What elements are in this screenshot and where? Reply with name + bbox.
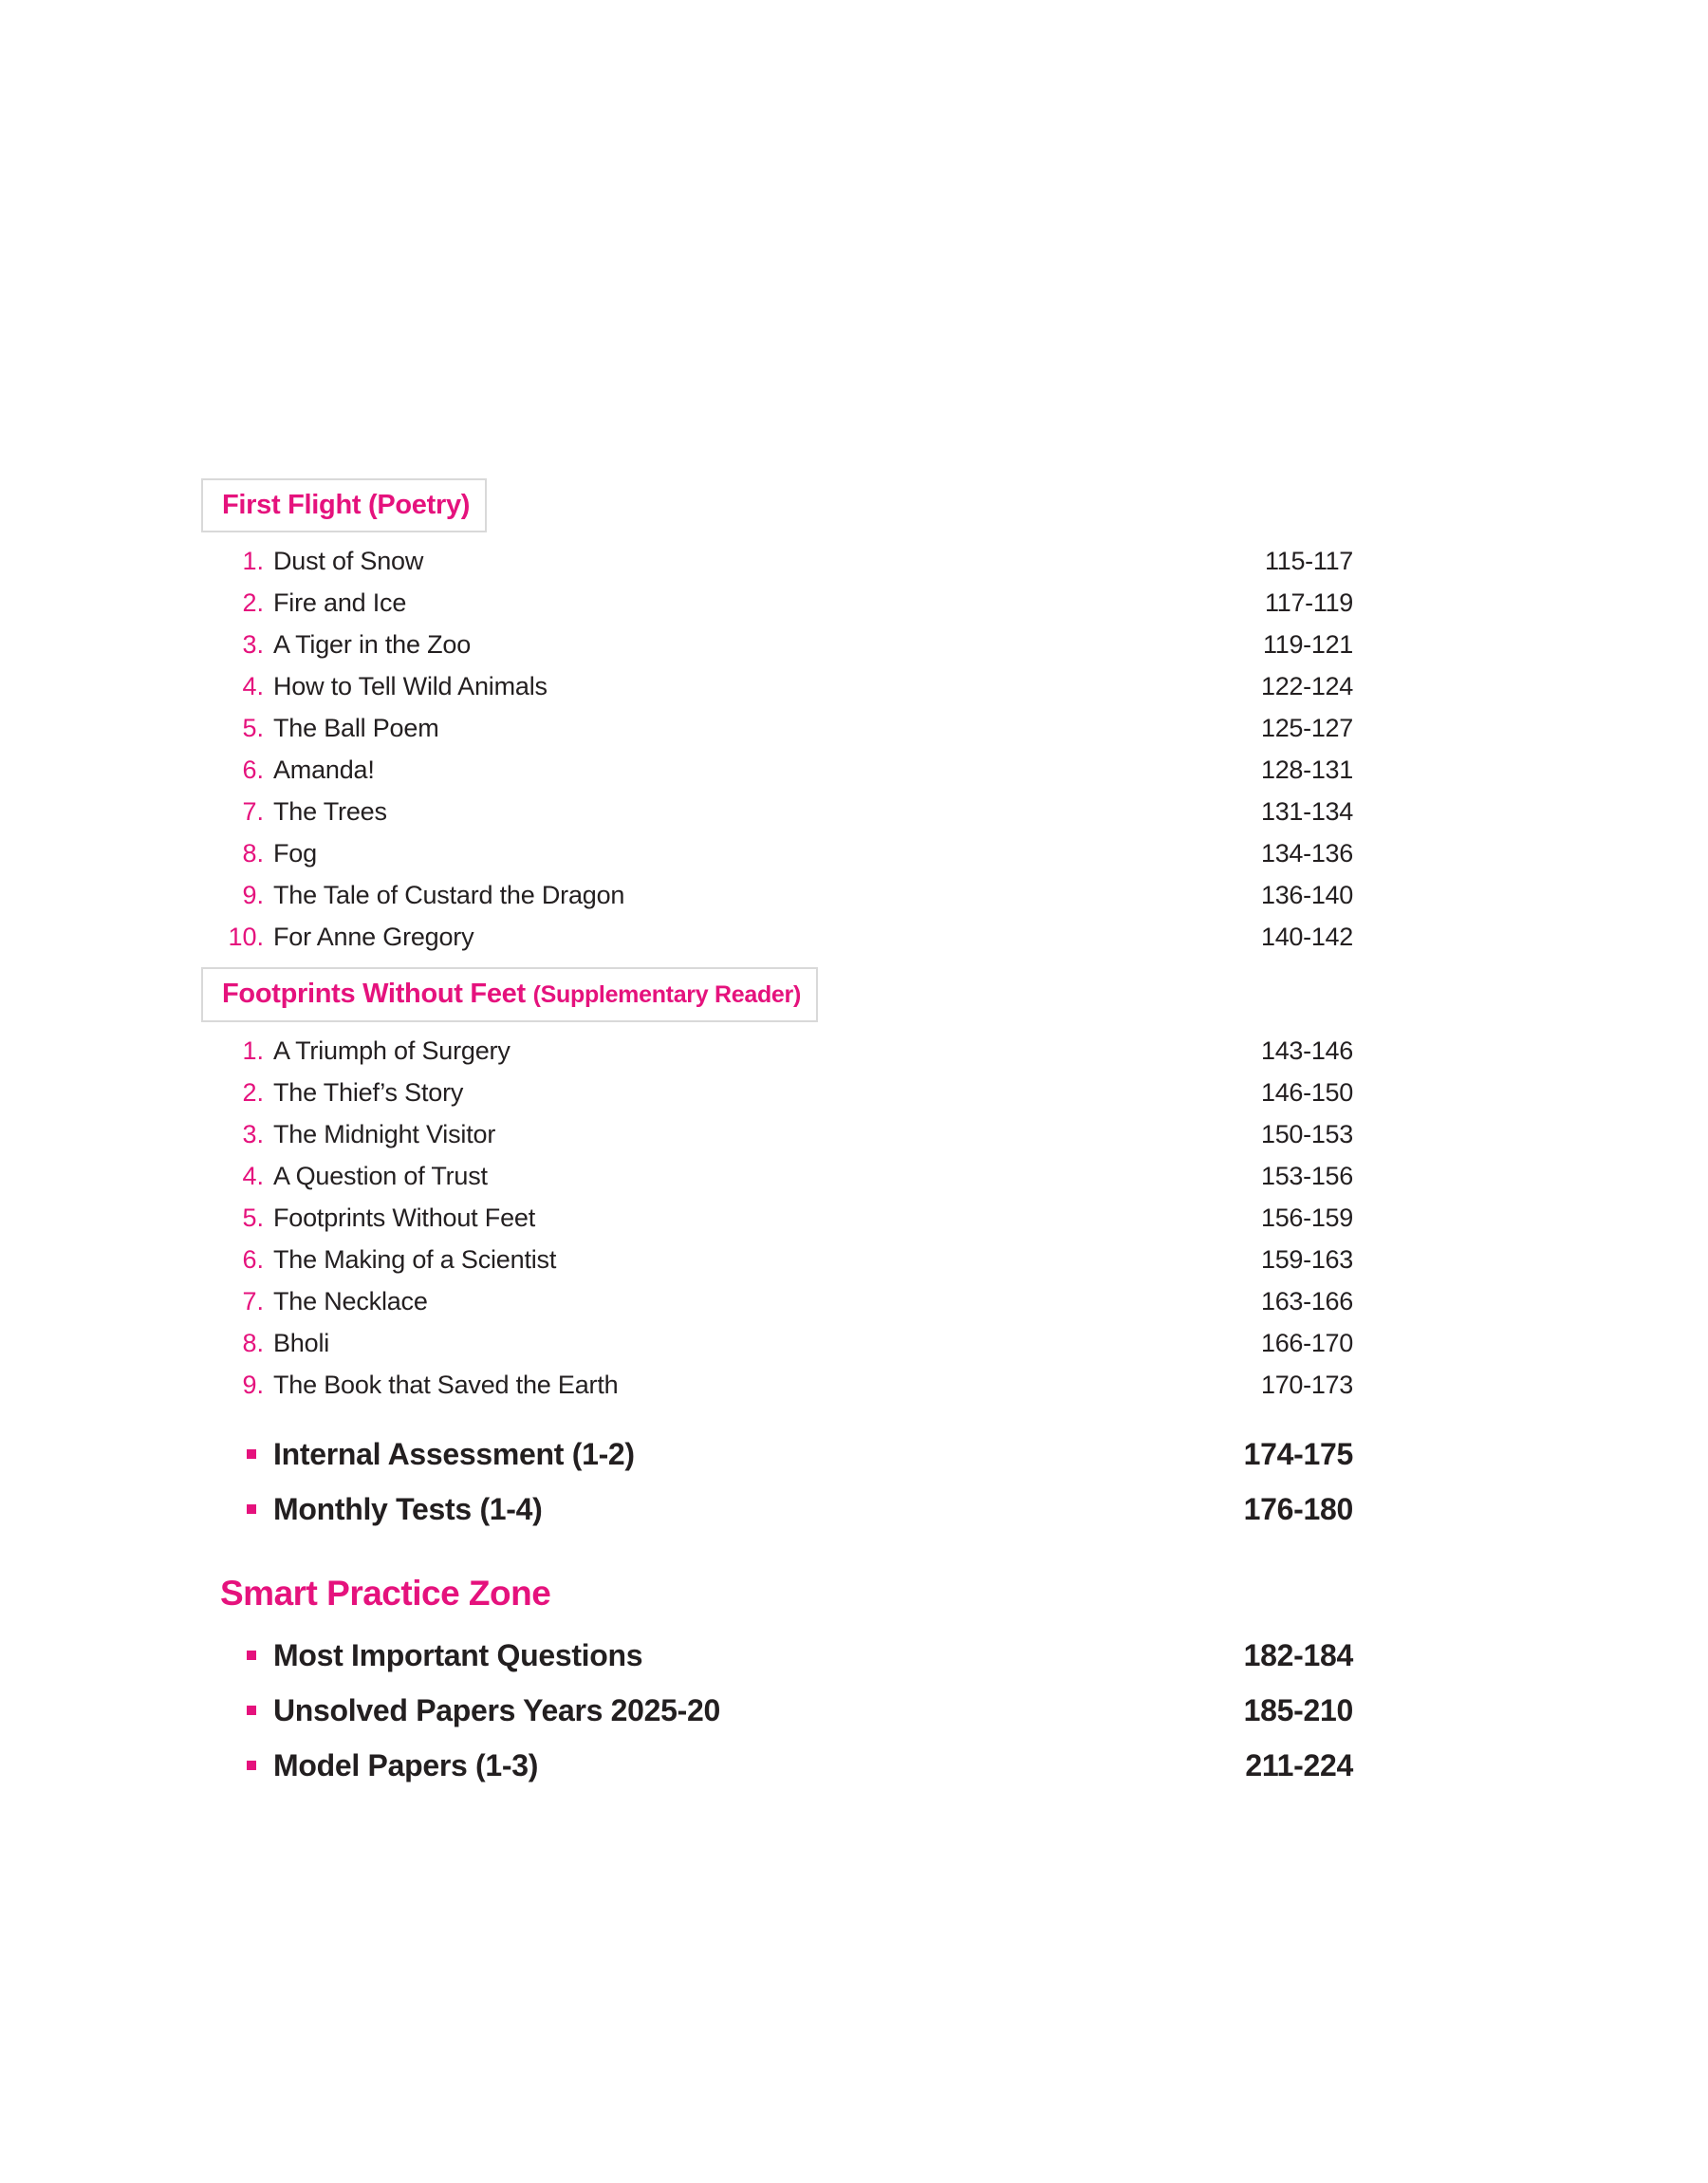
- toc-row[interactable]: [201, 665, 1353, 707]
- toc-row[interactable]: [201, 1030, 1353, 1072]
- toc-pages: 140-142: [1261, 923, 1353, 951]
- toc-pages: 115-117: [1265, 547, 1353, 575]
- toc-number: 9.: [242, 1371, 264, 1399]
- toc-row[interactable]: [201, 1322, 1353, 1364]
- practice-row[interactable]: [201, 1683, 1353, 1738]
- toc-pages: 134-136: [1261, 839, 1353, 868]
- assessments-list: [201, 1427, 1353, 1537]
- toc-title: A Triumph of Surgery: [273, 1036, 511, 1065]
- toc-pages: 159-163: [1261, 1245, 1353, 1274]
- assessment-pages: 176-180: [1243, 1492, 1353, 1526]
- toc-number: 6.: [242, 1245, 264, 1274]
- toc-number: 3.: [242, 1120, 264, 1148]
- practice-title: Unsolved Papers Years 2025-20: [273, 1693, 721, 1727]
- toc-number: 9.: [242, 881, 264, 909]
- toc-row[interactable]: [201, 1364, 1353, 1406]
- section-heading-sublabel: (Supplementary Reader): [532, 981, 801, 1008]
- toc-title: The Midnight Visitor: [273, 1120, 496, 1148]
- toc-row[interactable]: [201, 749, 1353, 791]
- practice-title: Most Important Questions: [273, 1638, 643, 1672]
- practice-pages: 182-184: [1243, 1638, 1353, 1672]
- toc-row[interactable]: [201, 874, 1353, 916]
- toc-number: 1.: [242, 1036, 264, 1065]
- toc-number: 7.: [242, 797, 264, 826]
- toc-number: 7.: [242, 1287, 264, 1315]
- section-heading-label: First Flight (Poetry): [222, 490, 471, 520]
- footprints-list: [201, 1030, 1353, 1406]
- toc-number: 1.: [242, 547, 264, 575]
- smart-practice-list: [201, 1628, 1353, 1793]
- toc-row[interactable]: [201, 916, 1353, 958]
- toc-row[interactable]: [201, 540, 1353, 582]
- square-bullet-icon: [247, 1449, 256, 1459]
- practice-row[interactable]: [201, 1738, 1353, 1793]
- toc-title: Fire and Ice: [273, 588, 407, 617]
- toc-title: The Making of a Scientist: [273, 1245, 557, 1274]
- toc-row[interactable]: [201, 1280, 1353, 1322]
- toc-pages: 170-173: [1261, 1371, 1353, 1399]
- toc-pages: 117-119: [1265, 588, 1353, 617]
- toc-row[interactable]: [201, 707, 1353, 749]
- section-heading-label: Footprints Without Feet: [222, 979, 526, 1009]
- toc-pages: 163-166: [1261, 1287, 1353, 1315]
- toc-number: 4.: [242, 672, 264, 700]
- toc-number: 3.: [242, 630, 264, 659]
- toc-title: Footprints Without Feet: [273, 1203, 536, 1232]
- toc-pages: 146-150: [1261, 1078, 1353, 1107]
- toc-title: The Trees: [273, 797, 387, 826]
- toc-number: 2.: [242, 588, 264, 617]
- practice-row[interactable]: [201, 1628, 1353, 1683]
- toc-title: How to Tell Wild Animals: [273, 672, 548, 700]
- toc-title: Dust of Snow: [273, 547, 424, 575]
- toc-row[interactable]: [201, 1113, 1353, 1155]
- toc-title: A Tiger in the Zoo: [273, 630, 472, 659]
- toc-number: 8.: [242, 1329, 264, 1357]
- toc-title: The Necklace: [273, 1287, 428, 1315]
- toc-number: 6.: [242, 756, 264, 784]
- assessment-pages: 174-175: [1243, 1437, 1353, 1471]
- toc-row[interactable]: [201, 1239, 1353, 1280]
- toc-title: For Anne Gregory: [273, 923, 474, 951]
- toc-pages: 122-124: [1261, 672, 1353, 700]
- practice-pages: 185-210: [1243, 1693, 1353, 1727]
- toc-pages: 150-153: [1261, 1120, 1353, 1148]
- toc-pages: 143-146: [1261, 1036, 1353, 1065]
- toc-number: 10.: [228, 923, 264, 951]
- practice-title: Model Papers (1-3): [273, 1748, 539, 1782]
- square-bullet-icon: [247, 1761, 256, 1770]
- table-of-contents: [201, 478, 1353, 1793]
- square-bullet-icon: [247, 1706, 256, 1715]
- toc-title: Amanda!: [273, 756, 375, 784]
- assessment-title: Internal Assessment (1-2): [273, 1437, 635, 1471]
- assessment-title: Monthly Tests (1-4): [273, 1492, 543, 1526]
- toc-pages: 125-127: [1261, 714, 1353, 742]
- toc-number: 4.: [242, 1162, 264, 1190]
- toc-pages: 166-170: [1261, 1329, 1353, 1357]
- toc-pages: 156-159: [1261, 1203, 1353, 1232]
- toc-title: The Ball Poem: [273, 714, 439, 742]
- toc-row[interactable]: [201, 1155, 1353, 1197]
- toc-title: A Question of Trust: [273, 1162, 488, 1190]
- toc-pages: 128-131: [1261, 756, 1353, 784]
- smart-practice-heading: Smart Practice Zone: [220, 1574, 551, 1613]
- toc-row[interactable]: [201, 1072, 1353, 1113]
- toc-row[interactable]: [201, 582, 1353, 624]
- assessment-row[interactable]: [201, 1427, 1353, 1482]
- section-heading-footprints: [201, 967, 818, 1022]
- toc-pages: 136-140: [1261, 881, 1353, 909]
- toc-pages: 153-156: [1261, 1162, 1353, 1190]
- toc-number: 5.: [242, 714, 264, 742]
- toc-title: The Book that Saved the Earth: [273, 1371, 619, 1399]
- toc-row[interactable]: [201, 791, 1353, 832]
- first-flight-list: [201, 540, 1353, 958]
- toc-pages: 119-121: [1263, 630, 1353, 659]
- assessment-row[interactable]: [201, 1482, 1353, 1537]
- toc-title: The Thief’s Story: [273, 1078, 464, 1107]
- toc-title: The Tale of Custard the Dragon: [273, 881, 625, 909]
- toc-number: 5.: [242, 1203, 264, 1232]
- toc-title: Fog: [273, 839, 317, 868]
- toc-row[interactable]: [201, 1197, 1353, 1239]
- square-bullet-icon: [247, 1504, 256, 1514]
- practice-pages: 211-224: [1245, 1748, 1353, 1782]
- toc-row[interactable]: [201, 832, 1353, 874]
- toc-row[interactable]: [201, 624, 1353, 665]
- square-bullet-icon: [247, 1651, 256, 1660]
- toc-title: Bholi: [273, 1329, 330, 1357]
- toc-number: 2.: [242, 1078, 264, 1107]
- toc-number: 8.: [242, 839, 264, 868]
- toc-pages: 131-134: [1261, 797, 1353, 826]
- section-heading-first-flight: [201, 478, 487, 532]
